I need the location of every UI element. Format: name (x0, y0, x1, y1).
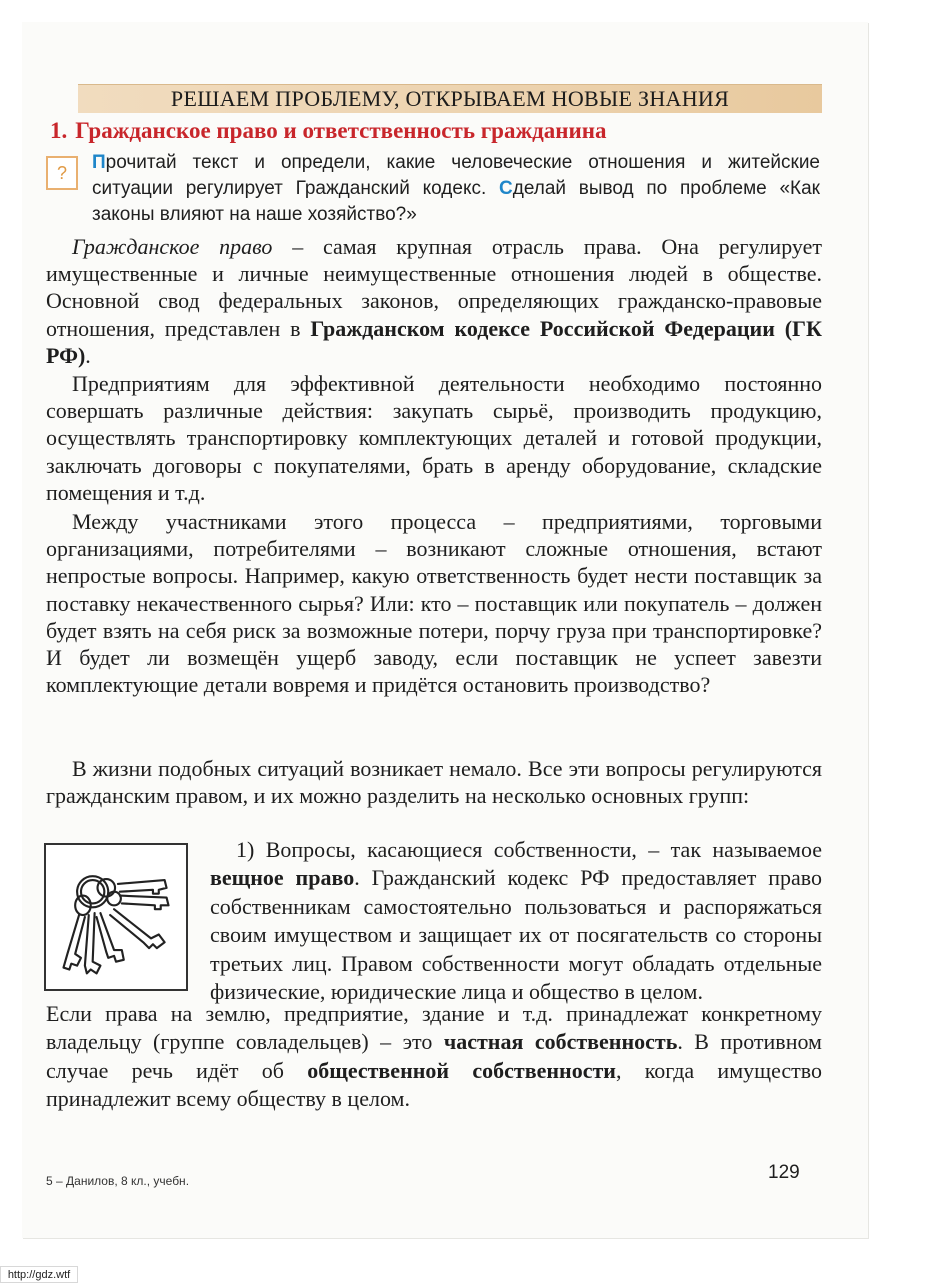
p1-text: – самая крупная отрасль права. Она регулирует имущественные и личные неимущественные отношения людей в обществе. Основной свод федеральных законов, определяющих гражданско-правовые отношения, представлен в (46, 234, 822, 341)
p4-text: В жизни подобных ситуаций возникает немало. Все эти вопросы регулируются гражданским правом, и их можно разделить на несколько основных групп: (46, 756, 822, 809)
term-civil-law: Гражданское право (72, 234, 273, 259)
task-text (92, 150, 820, 228)
paragraph-civil-law (46, 233, 822, 369)
paragraph-enterprises (46, 370, 822, 506)
term-real-law: вещное право (210, 865, 355, 891)
paragraph-participants (46, 508, 822, 698)
section-banner: РЕШАЕМ ПРОБЛЕМУ, ОТКРЫВАЕМ НОВЫЕ ЗНАНИЯ (78, 84, 822, 113)
task-cap-2: С (499, 178, 513, 199)
p5-c: . Гражданский кодекс РФ предоставляет право собственникам самостоятельно пользоваться и распоряжаться своим имуществом и защищает их от посягательств со стороны третьих лиц. Правом собственности могут обладать отдельные физические, юридические лица и общество в целом. (210, 865, 822, 1005)
p1-end: . (85, 342, 91, 368)
heading-title: Гражданское право и ответственность гражданина (75, 118, 607, 143)
p5-f: , когда имущество принадлежит всему обществу в целом. (46, 1057, 822, 1112)
keys-illustration (44, 843, 188, 991)
task-cap-1: П (92, 152, 106, 173)
p5-e: . В противном случае речь идёт об (46, 1029, 822, 1083)
section-heading (50, 118, 830, 144)
term-public-property: общественной собственности (307, 1057, 616, 1083)
page-number: 129 (768, 1162, 800, 1183)
p5-d: Если права на землю, предприятие, здание и т.д. принадлежат конкретному владельцу (группе совладельцев) – это (46, 1001, 822, 1055)
p1-bold: Гражданском кодексе Российской Федерации (ГК РФ) (46, 315, 822, 368)
task-text-1: рочитай текст и определи, какие человеческие отношения и житейские ситуации регулирует Гражданский кодекс. (92, 152, 820, 199)
question-icon (46, 156, 78, 190)
paragraph-property-bottom (46, 1000, 822, 1114)
keys-icon (46, 845, 186, 989)
p3-text: Между участниками этого процесса – предприятиями, торговыми организациями, потребителями – возникают сложные отношения, встают непростые вопросы. Например, какую ответственность будет нести поставщик за поставку некачественного сырья? Или: кто – поставщик или покупатель – должен будет взять на себя риск за возможные потери, порчу груза при транспортировке? И будет ли возмещён ущерб заводу, если поставщик не успеет завезти комплектующие детали вовремя и придётся остановить производство? (46, 509, 822, 698)
question-mark: ? (56, 162, 67, 183)
paragraph-situations (46, 755, 822, 809)
footer-signature: 5 – Данилов, 8 кл., учебн. (46, 1174, 190, 1188)
task-text-2: делай вывод по проблеме «Как законы влияют на наше хозяйство?» (92, 178, 820, 225)
paragraph-property-top (210, 836, 822, 1006)
term-private-property: частная собственность (443, 1029, 678, 1055)
heading-number: 1. (50, 118, 68, 143)
p2-text: Предприятиям для эффективной деятельности необходимо постоянно совершать различные действия: закупать сырьё, производить продукцию, осуществлять транспортировку комплектующих деталей и готовой продукции, заключать договоры с покупателями, брать в аренду оборудование, складские помещения и т.д. (46, 371, 822, 505)
watermark-link[interactable]: http://gdz.wtf (0, 1266, 78, 1283)
p5-a: 1) Вопросы, касающиеся собственности, – так называемое (236, 837, 822, 862)
